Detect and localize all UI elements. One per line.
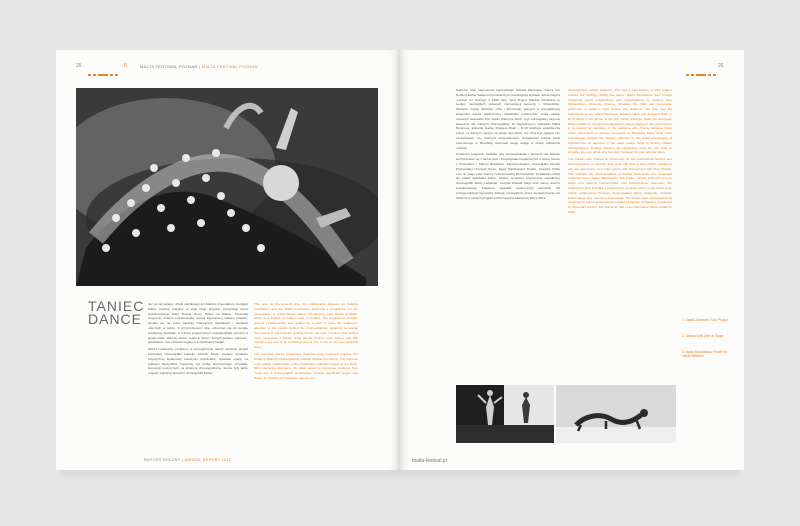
paragraph: The extensive Dance programme featured many important projects. For instance Music by choreographer Isabelle Schade from Berlin. The outcome of an artistic collaboration of the Practicable collective based on the Body-Mind Centering approach, the show aimed to transpose concepts from music into a choreographic construction. Another significant project was Dance for Nothing by Hungarian dancer and (254, 351, 358, 380)
header-english: MALTA FESTIVAL POZNAN (201, 64, 258, 69)
dancer-photo (76, 88, 378, 286)
left-running-header (140, 64, 258, 69)
paragraph: The Curator also created an opportunity for the international dancers and choreographers to confront their work with that of their Polish colleagues who are associated, to a major extent, with Poznań and with Stary Browar. This included the choreographies of Renata Piotrowska who presented Unknown.Score, Agata Maszkiewicz with Potato, Janusz Orlik with Live on stage and Joanna Leśnierowska with Retrospekcja. Moreover, the programme also included a performance of Anthe which is the result of an artistic collaboration between choreographer Marta Ladjaniak, musician Dawid Varga and Joanna Leśnierowska. The shows were accompanied by coaching for dance professionals entitled Dynamics of Dialogue conducted by Slovenian teacher Jurij Konjar as part of the Alternative Dance Academy 2012. (568, 157, 672, 214)
left-header-rule (88, 66, 120, 69)
title-polish: TANIEC (88, 298, 145, 314)
paragraph: Już po raz kolejny, dzięki współpracy Art Stations Foundation i Fundacji Malta, powstał unikalny w skali kraju program prezentacji tańca współczesnego Stary Browar Nowy Taniec na Malcie. Kuratorka programu, Joanna Leśnierowska, twórca tegorocznej odsłony projektu, skupiła się na coraz bardziej znaczących zjawiskach i trendach obecnych w tańcu. Z przymrużeniem oka, odnosząc się do tematu wiodącego festiwalu, w tekście programowym zapowiedziała „wiersze w języku ciała”. Wierszy tańca, „made in Chins”, których gestem, wyborem, spektaklem, stoi człowiek bogaty w indywidualny bagaż. (148, 302, 248, 345)
paragraph: choreographer Esther Salamon. This was a transcription of John Cage's Lecture For Nothing (1959) into dance. David Zambrano's Soul Project comprised seven extraordinary solo improvisations by dancers from Mozambique, Slovenia, Greece, Slovakia, the USA and Venezuela, performed in random order among the audience. We also had the opportunity to see Maria Baroncea, Eduard Gabia and Dragana Bulut in B.I.D which is the winner of the Prix Jardin d'Europe 2010 (the European Dance Award for Young Choreographers). Each staging of this performance is co-created by members of the audience who choose between being active participants or passive observers. In Miscibility Swiss artist Chris Leuenberger brought the viewers' attention to the social phenomena of togetherness as depicted in the mass media, while in Mining Chilean artist/performer Rodrigo Sobarzo de Larraechea used his own body to visualise the ever advancing boundary between the past and the future. (568, 88, 672, 155)
footer-english: ANNUAL REPORT 2012 (184, 458, 232, 462)
left-page-number: 25 (76, 63, 82, 69)
right-page-number: 26 (718, 63, 724, 69)
text-column-polish-1 (148, 302, 248, 452)
text-column-english-1 (254, 302, 358, 452)
footer-separator: | (181, 458, 184, 462)
header-polish: MALTA FESTIWAL POZNAŃ (140, 64, 198, 69)
section-title (88, 300, 144, 326)
paragraph: Wśród noteworthy programu w szczególności należy wskazać projekt berlińskiej choreografki Isabelle Schade Music, będący wynikiem artystycznej kolaboracji kolektywu Practicable. Spektakl oparty na praktyce Body-Mind Centering był próbą artystycznego przekładu koncepcji muzycznych na strukturę choreograficzną, istotne były także projekty wiązanej tancerki i choreografki Esther (148, 347, 248, 376)
text-column-english-2 (568, 88, 672, 368)
performance-photo-2 (556, 385, 676, 443)
paragraph: Salomon oraz nagrodzona improwizacja Dawida Zambrano. Dance For Nothing Esther Salamon był tanecznym transkrypcją wykładu Johna Cage'a „Lecture for Nothing” z 1959 roku. Soul Project Dawida Zambrano to siedem niezwykłych solowych improwizacji tancerzy z Mozambiku, Słowenii, Grecji, Słowacji, USA i Wenezueli, granych w przypadkowej kolejności wśród publiczności. Maltańska publiczność miała okazję zobaczyć laureatów Prix Jardin d'Europe 2010, czyli europejskiej nagrody tanecznej dla młodych choreografów. W nagrodzonym spektaklu Maria Baroncea, Eduarda Gabia, Dragana Bulut – B.I.D widziane współtworzą pokaz, że każdym naszym na swoje decyzjach, czy chcą być zgiętym czy uczestnikami, czy biernymi obserwatorami. Szwajcarski artysta Chris Leuenberger w Miscibility skierował swoją uwagę w stronę odbiorców mediów. (456, 88, 560, 150)
paragraph: This year, for the seventh time, the collaboration between Art Stations Foundation and the Malta Foundation produced a programme for the presentation of contemporary dance, Old Brewery New Dance at Malta, which is a project of unique scale in Poland. The programme Curator, Joanna Leśnierowska, was guided by a wish to draw the audience's attention to the people behind the choreographies depicting somewhat humorously to the festival's guiding theme she said: "I believe that behind every movement a human being stands, behind every choice, and that behind every one is an individual who is rich in his or her own personal story." (254, 302, 358, 350)
text-column-polish-2 (456, 88, 560, 368)
title-english: DANCE (88, 311, 143, 327)
website-url: malta-festival.pl (412, 458, 447, 464)
header-separator: | (198, 64, 201, 69)
left-footer (144, 458, 231, 462)
caption-note-1: 1. Dawid Zambrano Soul Project (682, 318, 728, 322)
caption-note-2: 2. Janusz Orlik Live on Stage (682, 334, 724, 338)
performance-photo-1 (456, 385, 554, 443)
paragraph: Kuratorka programu zadbała, aby choreografowie i tancerze we świecie konfrontować się z tancerzami i choreografami kojarzonymi w dużej mierze z Poznaniem i Starym Browarem. Zaprezentowano choreografie Renaty Piotrowskiej Unknown.Score, Agaty Maszkiewicz Potato, Janusza Orlika Live on stage oraz Joanny Leśnierowskiej Retrospekcja. Dodatkowo odbył się pokaz spektaklu Anthe, będący wynikiem artystycznej współpracy choreografki Marty Ladjaniak, muzyka Dawida Vargi oraz samej Joanny Leśnierowskiej. Pokazom spektakli towarzyszyły warsztaty dla profesjonalistów Dynamika Dialogu prowadzone przez stowarzyszenie Art Stations w ramach programu Alternatywna Akademia Tańca 2012. (456, 152, 560, 200)
caption-note-3: 3. Agata Maszkiewicz Potato fot. Jakub Wittchen (682, 350, 728, 359)
left-header-marker: II (124, 63, 127, 69)
right-header-rule (686, 66, 718, 69)
footer-polish: RAPORT ROCZNY (144, 458, 181, 462)
